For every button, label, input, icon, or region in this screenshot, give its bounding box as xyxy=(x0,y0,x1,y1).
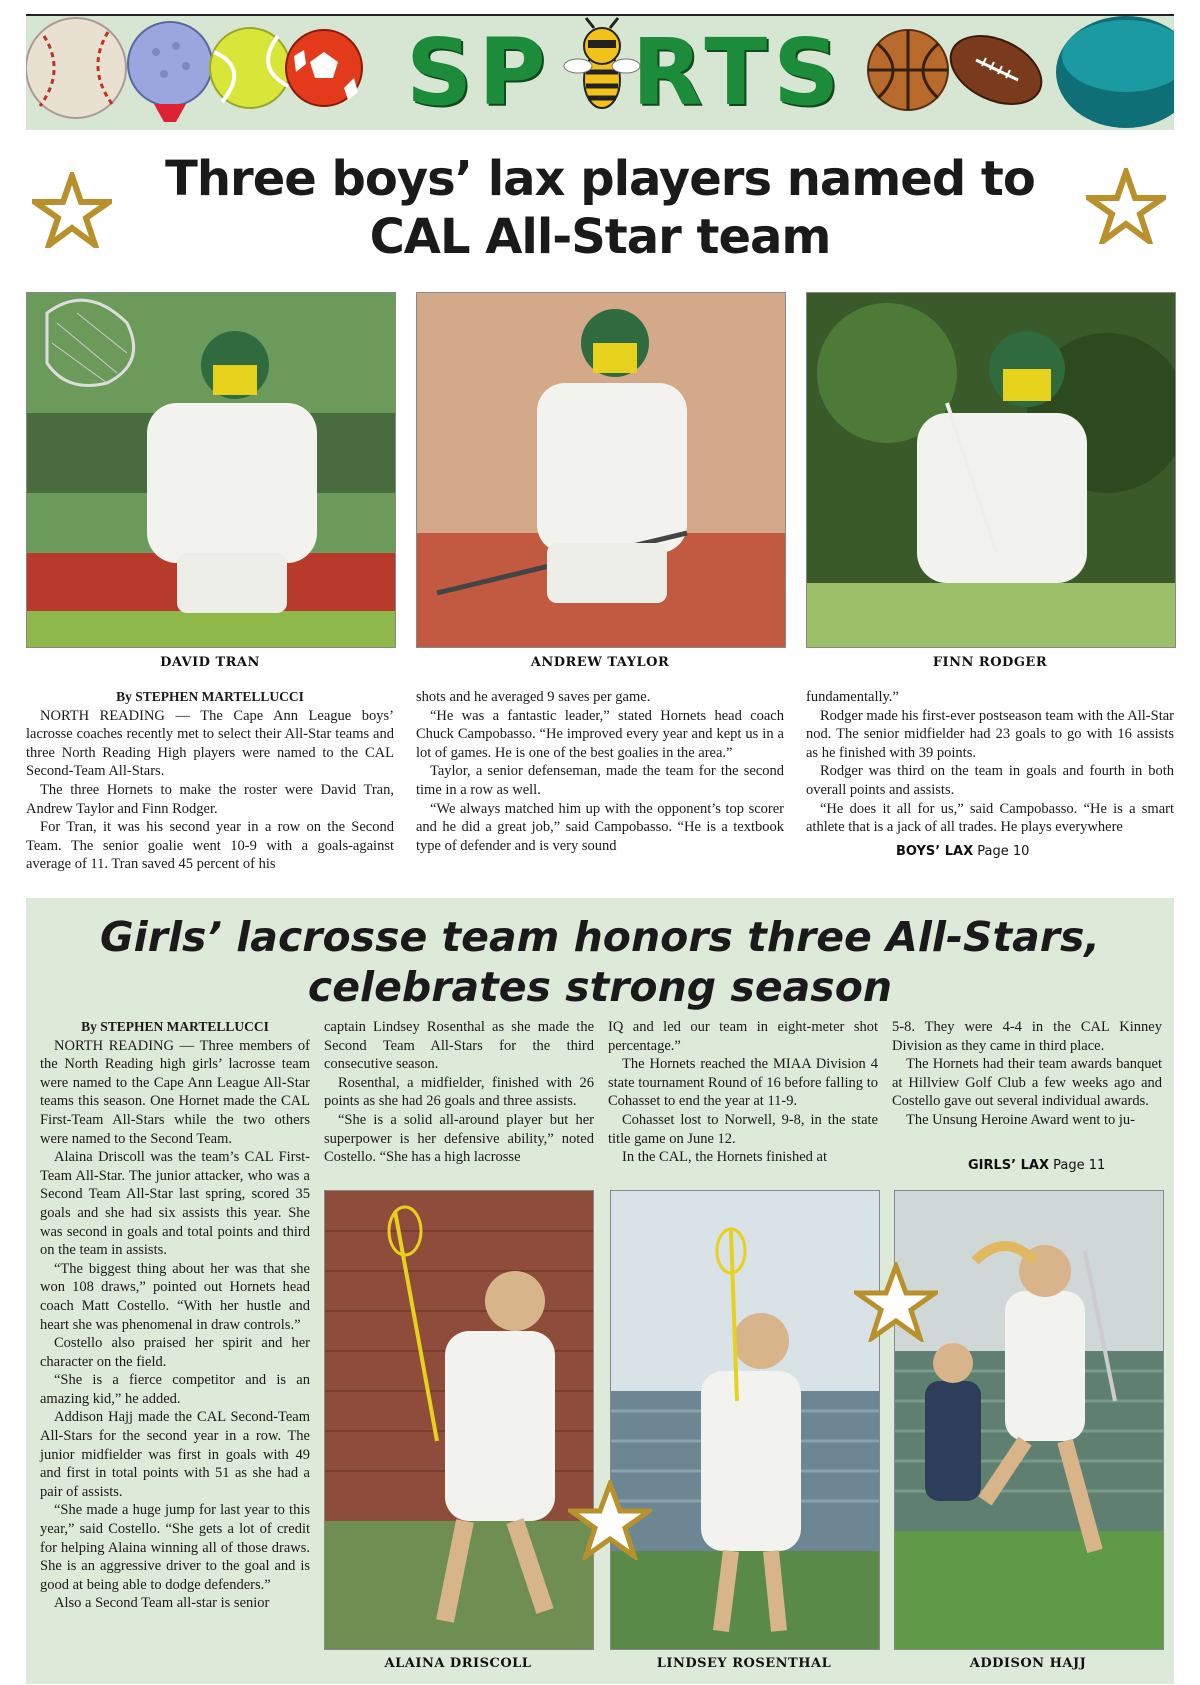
photo-alaina-driscoll xyxy=(324,1190,594,1650)
photo-finn-rodger xyxy=(806,292,1176,648)
girls-jump-page: Page 11 xyxy=(1053,1158,1106,1173)
girls-paragraph: Costello also praised her spirit and her character on the field. xyxy=(40,1335,310,1370)
boys-paragraph: fundamentally.” xyxy=(806,689,899,705)
girls-paragraph: Also a Second Team all-star is senior xyxy=(54,1595,270,1612)
boys-column-3 xyxy=(806,688,1174,837)
caption-addison-hajj: ADDISON HAJJ xyxy=(969,1656,1087,1671)
girls-paragraph: Addison Hajj made the CAL Second-Team All-Stars for the second year in a row. The junior midfielder was first in goals with 49 and first in total points with 51 as she had a pair of assists. xyxy=(40,1409,310,1500)
girls-paragraph: The Hornets reached the MIAA Division 4 state tournament Round of 16 before falling to Cohasset to end the year at 11-9. xyxy=(608,1056,878,1110)
boys-column-1 xyxy=(26,688,394,874)
caption-david-tran: DAVID TRAN xyxy=(160,655,260,670)
boys-jump-link[interactable] xyxy=(896,844,1029,859)
gold-star-icon xyxy=(1086,168,1166,244)
soccer-ball-icon xyxy=(286,30,362,106)
boys-headline-line-1: Three boys’ lax players named to xyxy=(165,151,1035,207)
boys-paragraph: For Tran, it was his second year in a row on the Second Team. The senior goalie went 10-9 with a goals-against average of 11. Tran saved 45 percent of his xyxy=(26,819,394,873)
girls-jump-link[interactable] xyxy=(968,1158,1105,1173)
boys-paragraph: “He does it all for us,” said Campobasso. “He is a smart athlete that is a jack of all trades. He plays everywhere xyxy=(806,800,1174,836)
boys-jump-page: Page 10 xyxy=(977,844,1030,859)
boys-paragraph: “We always matched him up with the opponent’s top scorer and he did a great job,” said Campobasso. “He is a textbook type of defender and is very sound xyxy=(416,800,784,854)
girls-paragraph: “She made a huge jump for last year to this year,” said Costello. “She gets a lot of credit for helping Alaina winning all of those draws. She is an aggressive driver to the goal and is good at being able to dodge defenders.” xyxy=(40,1502,310,1593)
girls-paragraph: “The biggest thing about her was that she won 108 draws,” pointed out Hornets head coach Matt Costello. “With her hustle and heart she was phenomenal in draw controls.” xyxy=(40,1260,310,1333)
sports-banner-title: SP RTS xyxy=(406,19,846,126)
sports-banner xyxy=(26,14,1174,130)
girls-headline-line-1: Girls’ lacrosse team honors three All-Stars, xyxy=(100,913,1100,961)
girls-paragraph: The Hornets had their team awards banquet at Hillview Golf Club a few weeks ago and Costello gave out several individual awards. xyxy=(892,1056,1162,1110)
girls-byline: By STEPHEN MARTELLUCCI xyxy=(81,1019,269,1034)
girls-column-2 xyxy=(324,1018,594,1167)
boys-paragraph: shots and he averaged 9 saves per game. xyxy=(416,689,651,705)
baseball-icon xyxy=(26,18,126,118)
boys-paragraph: The three Hornets to make the roster were David Tran, Andrew Taylor and Finn Rodger. xyxy=(26,781,394,817)
gold-star-icon xyxy=(32,172,112,248)
boys-headline xyxy=(130,150,1070,266)
girls-headline-line-2: celebrates strong season xyxy=(307,963,893,1011)
golf-ball-icon xyxy=(128,22,212,122)
photo-lindsey-rosenthal xyxy=(610,1190,880,1650)
girls-paragraph: In the CAL, the Hornets finished at xyxy=(622,1149,827,1166)
gold-star-icon xyxy=(568,1480,652,1560)
girls-paragraph: Rosenthal, a midfielder, finished with 26 points as she had 26 goals and three assists. xyxy=(324,1074,594,1110)
girls-jump-label: GIRLS’ LAX xyxy=(968,1158,1049,1173)
caption-finn-rodger: FINN RODGER xyxy=(932,655,1048,670)
girls-paragraph: 5-8. They were 4-4 in the CAL Kinney Division as they came in third place. xyxy=(892,1019,1162,1054)
boys-byline: By STEPHEN MARTELLUCCI xyxy=(116,689,304,704)
boys-jump-label: BOYS’ LAX xyxy=(896,844,974,859)
girls-column-4 xyxy=(892,1018,1162,1130)
football-icon xyxy=(940,23,1052,118)
girls-paragraph: IQ and led our team in eight-meter shot percentage.” xyxy=(608,1019,878,1054)
girls-paragraph: Alaina Driscoll was the team’s CAL First-Team All-Star. The junior attacker, who was a Second Team All-Star last spring, scored 35 goals and she had six assists this year. She was second in goals and total points and third on the team in assists. xyxy=(40,1149,310,1259)
girls-paragraph: NORTH READING — Three members of the North Reading high girls’ lacrosse team were named to the Cape Ann League All-Star teams this season. One Hornet made the CAL First-Team All-Stars while the two others were named to the Second Team. xyxy=(40,1037,310,1147)
girls-headline xyxy=(60,912,1140,1012)
boys-paragraph: Rodger was third on the team in goals and fourth in both overall points and assists. xyxy=(806,763,1174,798)
caption-lindsey-rosenthal: LINDSEY ROSENTHAL xyxy=(656,1656,832,1671)
girls-paragraph: Cohasset lost to Norwell, 9-8, in the state title game on June 12. xyxy=(608,1111,878,1147)
boys-paragraph: NORTH READING — The Cape Ann League boys’ lacrosse coaches recently met to select their All-Star teams and three North Reading High players were named to the CAL Second-Team All-Stars. xyxy=(26,707,394,780)
photo-andrew-taylor xyxy=(416,292,786,648)
boys-paragraph: “He was a fantastic leader,” stated Hornets head coach Chuck Campobasso. “He improved every year and kept us in a lot of games. He is one of the best goalies in the area.” xyxy=(416,707,784,761)
gold-star-icon xyxy=(854,1262,938,1342)
caption-alaina-driscoll: ALAINA DRISCOLL xyxy=(384,1656,532,1671)
tennis-ball-icon xyxy=(210,28,290,108)
photo-addison-hajj xyxy=(894,1190,1164,1650)
boys-paragraph: Taylor, a senior defenseman, made the team for the second time in a row as well. xyxy=(416,763,784,798)
caption-andrew-taylor: ANDREW TAYLOR xyxy=(530,655,670,670)
basketball-icon xyxy=(868,30,948,110)
girls-column-1 xyxy=(40,1018,310,1613)
boys-column-2 xyxy=(416,688,784,855)
boys-paragraph: Rodger made his first-ever postseason team with the All-Star nod. The senior midfielder had 23 goals to go with 16 assists as he finished with 39 points. xyxy=(806,707,1174,761)
girls-paragraph: “She is a solid all-around player but her superpower is her defensive ability,” noted Costello. “She has a high lacrosse xyxy=(324,1111,594,1166)
boys-headline-line-2: CAL All-Star team xyxy=(369,209,831,265)
girls-paragraph: “She is a fierce competitor and is an amazing kid,” he added. xyxy=(40,1372,310,1407)
girls-paragraph: captain Lindsey Rosenthal as she made the Second Team All-Stars for the third consecutive season. xyxy=(324,1019,594,1073)
girls-column-3 xyxy=(608,1018,878,1167)
photo-david-tran xyxy=(26,292,396,648)
hockey-puck-icon xyxy=(1056,16,1174,128)
girls-paragraph: The Unsung Heroine Award went to ju- xyxy=(906,1111,1136,1128)
